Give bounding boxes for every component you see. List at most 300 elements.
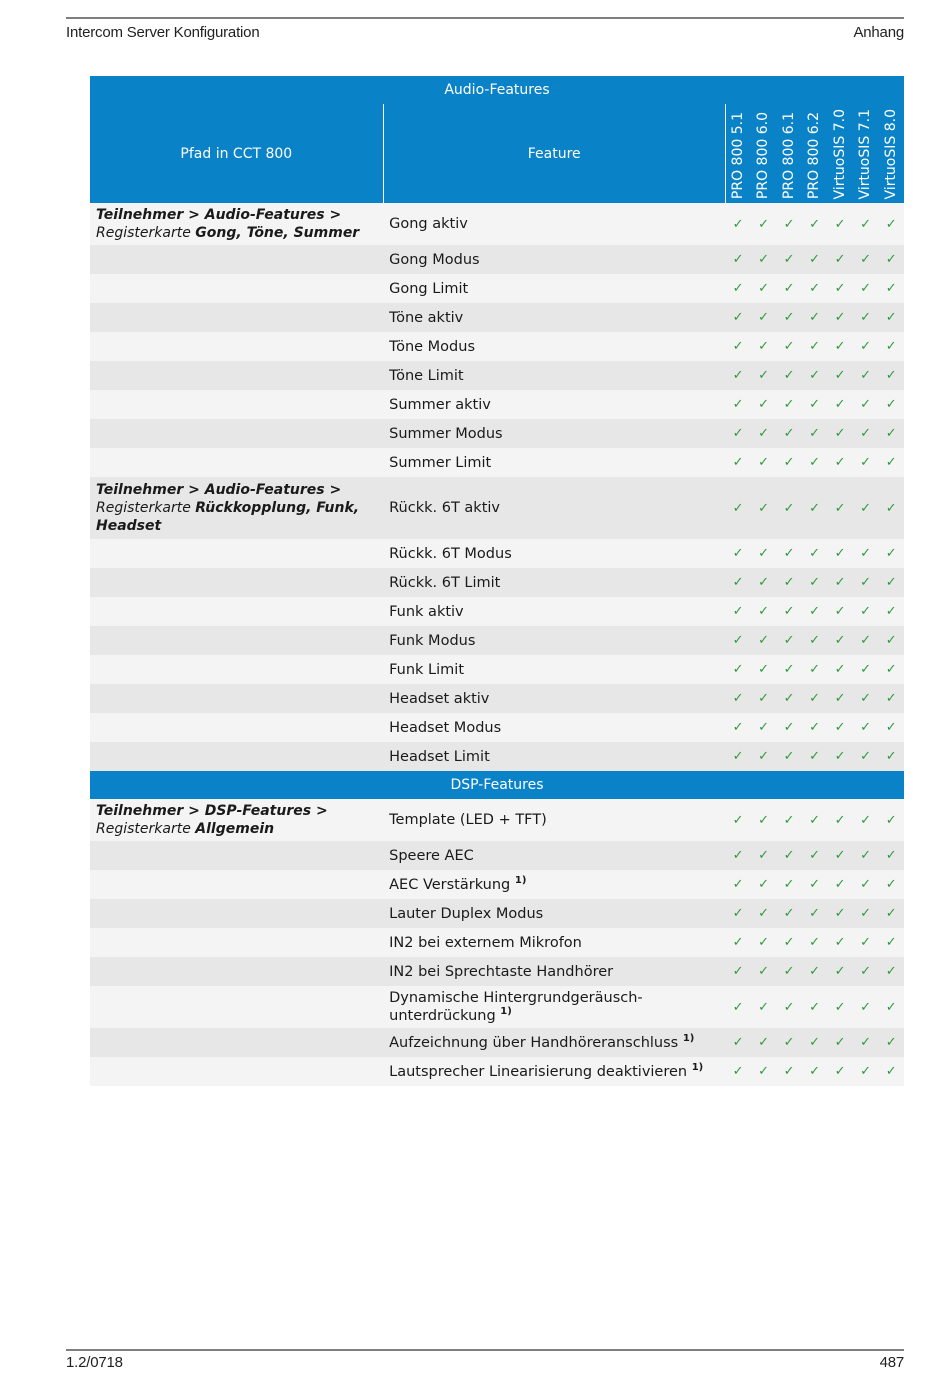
check-icon: ✓ (725, 448, 751, 477)
check-icon: ✓ (751, 597, 777, 626)
check-icon: ✓ (827, 203, 853, 245)
check-icon: ✓ (725, 799, 751, 841)
audio-features-title: Audio-Features (90, 76, 904, 104)
check-icon: ✓ (853, 742, 879, 771)
check-icon: ✓ (802, 1028, 828, 1057)
table-row (90, 539, 904, 568)
feature-label: Rückk. 6T Modus (389, 545, 512, 562)
check-icon: ✓ (751, 841, 777, 870)
check-icon: ✓ (802, 957, 828, 986)
check-icon: ✓ (725, 626, 751, 655)
header-rule (66, 17, 904, 19)
check-icon: ✓ (725, 655, 751, 684)
check-icon: ✓ (725, 986, 751, 1028)
check-icon: ✓ (853, 203, 879, 245)
feature-cell (383, 655, 725, 684)
table-row (90, 597, 904, 626)
path-cell (90, 390, 383, 419)
check-icon: ✓ (751, 245, 777, 274)
check-icon: ✓ (725, 477, 751, 539)
check-icon: ✓ (853, 899, 879, 928)
check-icon: ✓ (725, 684, 751, 713)
check-icon: ✓ (776, 203, 802, 245)
column-header-version: PRO 800 5.1 (725, 104, 751, 203)
check-icon: ✓ (878, 957, 904, 986)
check-icon: ✓ (776, 799, 802, 841)
check-icon: ✓ (802, 1057, 828, 1086)
feature-label: Template (LED + TFT) (389, 812, 547, 828)
check-icon: ✓ (827, 799, 853, 841)
feature-cell (383, 626, 725, 655)
table-row (90, 448, 904, 477)
path-cell (90, 684, 383, 713)
check-icon: ✓ (802, 986, 828, 1028)
check-icon: ✓ (853, 361, 879, 390)
path-cell (90, 986, 383, 1028)
table-row (90, 568, 904, 597)
check-icon: ✓ (878, 448, 904, 477)
column-header-feature: Feature (383, 104, 725, 203)
table-row (90, 928, 904, 957)
check-icon: ✓ (802, 742, 828, 771)
footer-rule (66, 1349, 904, 1351)
check-icon: ✓ (776, 568, 802, 597)
check-icon: ✓ (878, 928, 904, 957)
column-header-version: PRO 800 6.2 (802, 104, 828, 203)
feature-label: Töne Modus (389, 338, 476, 355)
path-cell (90, 799, 383, 841)
column-header-version: VirtuoSIS 8.0 (878, 104, 904, 203)
check-icon: ✓ (802, 539, 828, 568)
check-icon: ✓ (725, 742, 751, 771)
table-row (90, 841, 904, 870)
check-icon: ✓ (878, 477, 904, 539)
check-icon: ✓ (827, 245, 853, 274)
check-icon: ✓ (751, 626, 777, 655)
check-icon: ✓ (802, 245, 828, 274)
feature-label: Summer aktiv (389, 396, 491, 413)
feature-label: Aufzeichnung über Handhöreranschluss (389, 1034, 679, 1051)
feature-cell (383, 274, 725, 303)
column-header-version: PRO 800 6.1 (776, 104, 802, 203)
check-icon: ✓ (802, 870, 828, 899)
check-icon: ✓ (776, 332, 802, 361)
path-cell (90, 713, 383, 742)
check-icon: ✓ (725, 245, 751, 274)
path-cell (90, 419, 383, 448)
check-icon: ✓ (827, 626, 853, 655)
check-icon: ✓ (853, 539, 879, 568)
table-row (90, 742, 904, 771)
check-icon: ✓ (776, 713, 802, 742)
check-icon: ✓ (853, 986, 879, 1028)
check-icon: ✓ (878, 303, 904, 332)
path-cell (90, 245, 383, 274)
check-icon: ✓ (853, 597, 879, 626)
check-icon: ✓ (776, 390, 802, 419)
check-icon: ✓ (878, 1057, 904, 1086)
check-icon: ✓ (827, 1028, 853, 1057)
check-icon: ✓ (725, 597, 751, 626)
check-icon: ✓ (802, 203, 828, 245)
feature-label: Töne aktiv (389, 309, 464, 326)
check-icon: ✓ (751, 390, 777, 419)
table-row (90, 245, 904, 274)
check-icon: ✓ (827, 957, 853, 986)
column-header-version: VirtuoSIS 7.0 (827, 104, 853, 203)
check-icon: ✓ (725, 203, 751, 245)
check-icon: ✓ (725, 274, 751, 303)
check-icon: ✓ (878, 986, 904, 1028)
check-icon: ✓ (802, 655, 828, 684)
header-section: Anhang (853, 24, 904, 41)
check-icon: ✓ (776, 1028, 802, 1057)
check-icon: ✓ (878, 799, 904, 841)
check-icon: ✓ (827, 539, 853, 568)
check-icon: ✓ (827, 390, 853, 419)
check-icon: ✓ (751, 419, 777, 448)
feature-label: Rückk. 6T Limit (389, 574, 501, 591)
path-cell (90, 477, 383, 539)
check-icon: ✓ (827, 568, 853, 597)
feature-cell (383, 539, 725, 568)
feature-cell (383, 203, 725, 245)
check-icon: ✓ (751, 713, 777, 742)
path-cell (90, 1057, 383, 1086)
check-icon: ✓ (776, 419, 802, 448)
check-icon: ✓ (725, 390, 751, 419)
check-icon: ✓ (751, 957, 777, 986)
check-icon: ✓ (853, 274, 879, 303)
feature-cell (383, 477, 725, 539)
check-icon: ✓ (751, 332, 777, 361)
check-icon: ✓ (725, 568, 751, 597)
check-icon: ✓ (878, 684, 904, 713)
feature-cell (383, 361, 725, 390)
check-icon: ✓ (751, 684, 777, 713)
table-row (90, 799, 904, 841)
check-icon: ✓ (827, 870, 853, 899)
table-row (90, 361, 904, 390)
check-icon: ✓ (853, 448, 879, 477)
check-icon: ✓ (827, 448, 853, 477)
check-icon: ✓ (853, 841, 879, 870)
check-icon: ✓ (802, 448, 828, 477)
path-breadcrumb: Teilnehmer > Audio-Features > (96, 482, 342, 498)
check-icon: ✓ (853, 1028, 879, 1057)
feature-label: Dynamische Hintergrundgeräusch-unterdrückung (389, 990, 643, 1024)
check-icon: ✓ (751, 928, 777, 957)
feature-table (90, 76, 904, 1086)
check-icon: ✓ (802, 274, 828, 303)
check-icon: ✓ (853, 626, 879, 655)
feature-cell (383, 899, 725, 928)
check-icon: ✓ (776, 986, 802, 1028)
feature-label: IN2 bei Sprechtaste Handhörer (389, 963, 614, 980)
feature-label: Lauter Duplex Modus (389, 905, 544, 922)
feature-cell (383, 568, 725, 597)
check-icon: ✓ (725, 361, 751, 390)
check-icon: ✓ (751, 655, 777, 684)
check-icon: ✓ (751, 361, 777, 390)
dsp-features-title: DSP-Features (90, 771, 904, 799)
check-icon: ✓ (853, 870, 879, 899)
path-cell (90, 742, 383, 771)
path-cell (90, 568, 383, 597)
feature-label: Headset Modus (389, 719, 502, 736)
check-icon: ✓ (853, 477, 879, 539)
check-icon: ✓ (878, 568, 904, 597)
feature-label: Funk Modus (389, 632, 476, 649)
check-icon: ✓ (827, 742, 853, 771)
check-icon: ✓ (776, 539, 802, 568)
check-icon: ✓ (751, 539, 777, 568)
check-icon: ✓ (802, 684, 828, 713)
column-header-version: VirtuoSIS 7.1 (853, 104, 879, 203)
footer-page-number: 487 (879, 1354, 904, 1371)
check-icon: ✓ (776, 448, 802, 477)
check-icon: ✓ (725, 303, 751, 332)
footnote-marker: 1) (514, 874, 527, 886)
check-icon: ✓ (725, 419, 751, 448)
check-icon: ✓ (878, 1028, 904, 1057)
feature-label: Töne Limit (389, 367, 464, 384)
check-icon: ✓ (776, 361, 802, 390)
feature-label: Funk aktiv (389, 603, 464, 620)
path-tab-name: Allgemein (195, 821, 275, 837)
table-row (90, 626, 904, 655)
check-icon: ✓ (725, 332, 751, 361)
path-tab-prefix: Registerkarte (96, 500, 191, 516)
check-icon: ✓ (751, 899, 777, 928)
table-row (90, 870, 904, 899)
feature-cell (383, 1028, 725, 1057)
path-cell (90, 597, 383, 626)
check-icon: ✓ (827, 477, 853, 539)
check-icon: ✓ (802, 419, 828, 448)
feature-cell (383, 870, 725, 899)
check-icon: ✓ (725, 1057, 751, 1086)
feature-label: Lautsprecher Linearisierung deaktivieren (389, 1063, 688, 1080)
check-icon: ✓ (827, 713, 853, 742)
check-icon: ✓ (878, 713, 904, 742)
feature-cell (383, 245, 725, 274)
column-header-path: Pfad in CCT 800 (90, 104, 383, 203)
feature-cell (383, 390, 725, 419)
path-cell (90, 626, 383, 655)
table-row (90, 957, 904, 986)
feature-label: Funk Limit (389, 661, 465, 678)
check-icon: ✓ (827, 361, 853, 390)
check-icon: ✓ (827, 597, 853, 626)
check-icon: ✓ (853, 655, 879, 684)
table-row (90, 477, 904, 539)
check-icon: ✓ (776, 274, 802, 303)
check-icon: ✓ (776, 597, 802, 626)
table-row (90, 899, 904, 928)
check-icon: ✓ (802, 477, 828, 539)
feature-cell (383, 986, 725, 1028)
path-cell (90, 361, 383, 390)
check-icon: ✓ (853, 684, 879, 713)
check-icon: ✓ (827, 684, 853, 713)
check-icon: ✓ (802, 626, 828, 655)
check-icon: ✓ (725, 713, 751, 742)
table-row (90, 332, 904, 361)
path-tab-name: Rückkopplung, Funk, Headset (96, 500, 360, 534)
check-icon: ✓ (802, 303, 828, 332)
check-icon: ✓ (853, 713, 879, 742)
feature-label: Speere AEC (389, 847, 474, 864)
check-icon: ✓ (878, 245, 904, 274)
table-row (90, 684, 904, 713)
check-icon: ✓ (853, 957, 879, 986)
feature-cell (383, 742, 725, 771)
feature-cell (383, 597, 725, 626)
check-icon: ✓ (751, 870, 777, 899)
path-cell (90, 899, 383, 928)
check-icon: ✓ (827, 986, 853, 1028)
check-icon: ✓ (878, 203, 904, 245)
check-icon: ✓ (827, 841, 853, 870)
path-cell (90, 203, 383, 245)
feature-cell (383, 713, 725, 742)
feature-cell (383, 332, 725, 361)
column-header-version: PRO 800 6.0 (751, 104, 777, 203)
check-icon: ✓ (725, 841, 751, 870)
check-icon: ✓ (853, 303, 879, 332)
check-icon: ✓ (751, 799, 777, 841)
check-icon: ✓ (827, 419, 853, 448)
check-icon: ✓ (776, 870, 802, 899)
check-icon: ✓ (725, 1028, 751, 1057)
check-icon: ✓ (878, 742, 904, 771)
feature-label: Summer Modus (389, 425, 503, 442)
footnote-marker: 1) (500, 1006, 512, 1018)
feature-label: Gong Modus (389, 251, 480, 268)
check-icon: ✓ (853, 332, 879, 361)
check-icon: ✓ (827, 1057, 853, 1086)
path-cell (90, 1028, 383, 1057)
table-row (90, 390, 904, 419)
check-icon: ✓ (725, 957, 751, 986)
check-icon: ✓ (853, 928, 879, 957)
path-tab-name: Gong, Töne, Summer (195, 225, 360, 241)
check-icon: ✓ (802, 361, 828, 390)
table-row (90, 1057, 904, 1086)
check-icon: ✓ (776, 957, 802, 986)
check-icon: ✓ (853, 1057, 879, 1086)
check-icon: ✓ (751, 1057, 777, 1086)
check-icon: ✓ (751, 203, 777, 245)
check-icon: ✓ (802, 841, 828, 870)
path-cell (90, 957, 383, 986)
path-tab-prefix: Registerkarte (96, 821, 191, 837)
table-row (90, 303, 904, 332)
check-icon: ✓ (776, 899, 802, 928)
path-breadcrumb: Teilnehmer > Audio-Features > (96, 207, 342, 223)
check-icon: ✓ (878, 332, 904, 361)
check-icon: ✓ (802, 597, 828, 626)
check-icon: ✓ (776, 245, 802, 274)
path-cell (90, 928, 383, 957)
check-icon: ✓ (802, 332, 828, 361)
check-icon: ✓ (725, 899, 751, 928)
feature-cell (383, 1057, 725, 1086)
check-icon: ✓ (776, 655, 802, 684)
path-cell (90, 332, 383, 361)
check-icon: ✓ (751, 742, 777, 771)
feature-label: Headset Limit (389, 748, 490, 765)
check-icon: ✓ (776, 742, 802, 771)
path-cell (90, 870, 383, 899)
check-icon: ✓ (878, 597, 904, 626)
check-icon: ✓ (776, 1057, 802, 1086)
path-cell (90, 841, 383, 870)
feature-cell (383, 928, 725, 957)
check-icon: ✓ (802, 568, 828, 597)
feature-label: Rückk. 6T aktiv (389, 500, 500, 516)
feature-label: Gong Limit (389, 280, 469, 297)
path-cell (90, 303, 383, 332)
check-icon: ✓ (878, 899, 904, 928)
feature-label: Headset aktiv (389, 690, 490, 707)
check-icon: ✓ (878, 655, 904, 684)
check-icon: ✓ (878, 841, 904, 870)
check-icon: ✓ (776, 303, 802, 332)
footer-version: 1.2/0718 (66, 1354, 123, 1371)
path-cell (90, 274, 383, 303)
check-icon: ✓ (802, 799, 828, 841)
path-breadcrumb: Teilnehmer > DSP-Features > (96, 803, 328, 819)
check-icon: ✓ (878, 626, 904, 655)
check-icon: ✓ (751, 568, 777, 597)
table-row (90, 713, 904, 742)
check-icon: ✓ (751, 303, 777, 332)
check-icon: ✓ (878, 870, 904, 899)
feature-cell (383, 448, 725, 477)
check-icon: ✓ (802, 713, 828, 742)
check-icon: ✓ (827, 899, 853, 928)
check-icon: ✓ (853, 419, 879, 448)
check-icon: ✓ (725, 539, 751, 568)
check-icon: ✓ (776, 928, 802, 957)
check-icon: ✓ (751, 274, 777, 303)
check-icon: ✓ (776, 684, 802, 713)
check-icon: ✓ (827, 655, 853, 684)
footnote-marker: 1) (691, 1061, 704, 1073)
feature-label: IN2 bei externem Mikrofon (389, 934, 582, 951)
check-icon: ✓ (827, 303, 853, 332)
feature-label: Gong aktiv (389, 216, 468, 232)
feature-label: Summer Limit (389, 454, 492, 471)
table-row (90, 1028, 904, 1057)
check-icon: ✓ (853, 390, 879, 419)
table-row (90, 274, 904, 303)
feature-cell (383, 303, 725, 332)
check-icon: ✓ (751, 477, 777, 539)
path-tab-prefix: Registerkarte (96, 225, 191, 241)
check-icon: ✓ (776, 477, 802, 539)
feature-cell (383, 419, 725, 448)
check-icon: ✓ (827, 332, 853, 361)
check-icon: ✓ (725, 870, 751, 899)
check-icon: ✓ (802, 899, 828, 928)
check-icon: ✓ (827, 274, 853, 303)
table-row (90, 203, 904, 245)
check-icon: ✓ (751, 448, 777, 477)
feature-cell (383, 684, 725, 713)
